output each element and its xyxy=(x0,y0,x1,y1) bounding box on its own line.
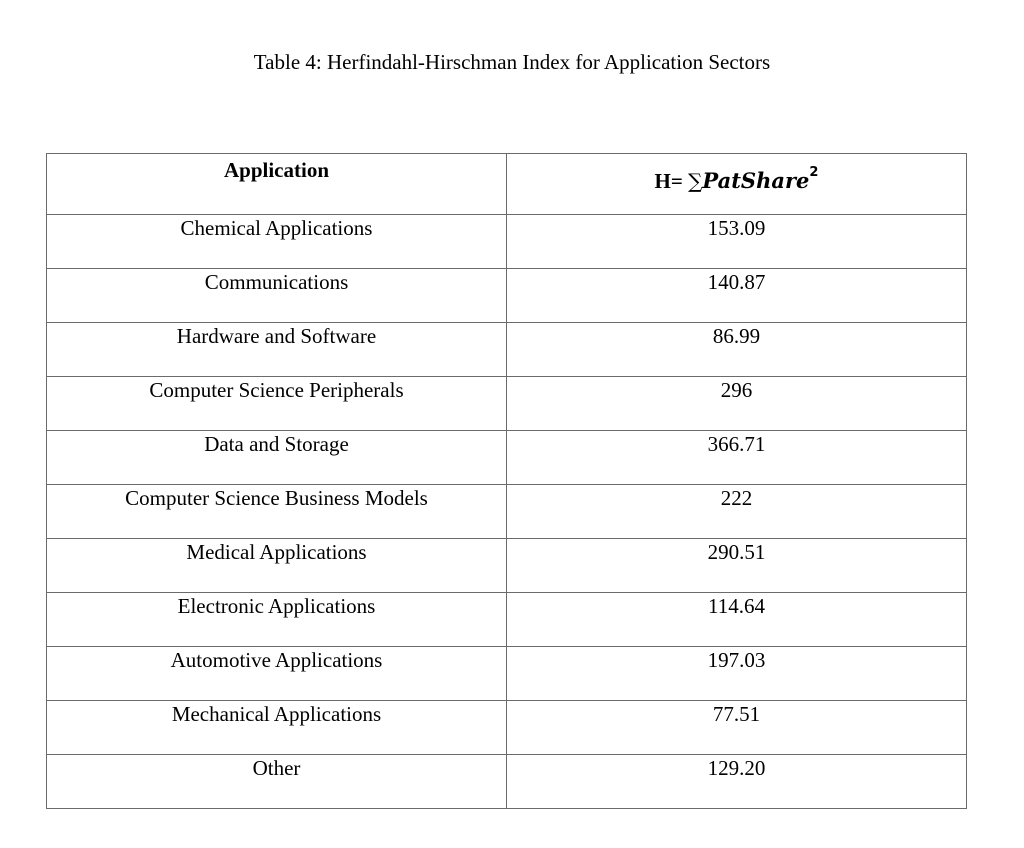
application-cell: Hardware and Software xyxy=(47,323,507,377)
sum-symbol: ∑ xyxy=(688,169,703,193)
application-cell: Data and Storage xyxy=(47,431,507,485)
hhi-value-cell: 296 xyxy=(507,377,967,431)
application-cell: Mechanical Applications xyxy=(47,701,507,755)
application-cell: Electronic Applications xyxy=(47,593,507,647)
hhi-value-cell: 129.20 xyxy=(507,755,967,809)
application-cell: Computer Science Peripherals xyxy=(47,377,507,431)
table-row xyxy=(47,539,967,593)
table-row xyxy=(47,377,967,431)
hhi-value-cell: 366.71 xyxy=(507,431,967,485)
hhi-value-cell: 140.87 xyxy=(507,269,967,323)
table-row xyxy=(47,485,967,539)
hhi-value-cell: 197.03 xyxy=(507,647,967,701)
application-cell: Medical Applications xyxy=(47,539,507,593)
formula-prefix: H= xyxy=(654,169,683,193)
hhi-value-cell: 153.09 xyxy=(507,215,967,269)
table-row xyxy=(47,269,967,323)
formula-variable: PatShare xyxy=(702,168,810,193)
hhi-value-cell: 77.51 xyxy=(507,701,967,755)
table-row xyxy=(47,647,967,701)
application-cell: Computer Science Business Models xyxy=(47,485,507,539)
hhi-value-cell: 86.99 xyxy=(507,323,967,377)
formula-exponent: 2 xyxy=(809,165,819,180)
application-cell: Communications xyxy=(47,269,507,323)
table-row xyxy=(47,755,967,809)
hhi-value-cell: 114.64 xyxy=(507,593,967,647)
hhi-value-cell: 222 xyxy=(507,485,967,539)
column-header-application: Application xyxy=(47,154,507,215)
table-row xyxy=(47,215,967,269)
application-cell: Chemical Applications xyxy=(47,215,507,269)
hhi-formula xyxy=(655,157,819,194)
table-row xyxy=(47,701,967,755)
table-row xyxy=(47,431,967,485)
table-caption: Table 4: Herfindahl-Hirschman Index for Application Sectors xyxy=(253,50,771,74)
table-header-row xyxy=(47,154,967,215)
hhi-value-cell: 290.51 xyxy=(507,539,967,593)
hhi-table xyxy=(46,153,967,809)
application-cell: Other xyxy=(47,755,507,809)
application-cell: Automotive Applications xyxy=(47,647,507,701)
column-header-hhi xyxy=(507,154,967,215)
table-row xyxy=(47,323,967,377)
table-row xyxy=(47,593,967,647)
